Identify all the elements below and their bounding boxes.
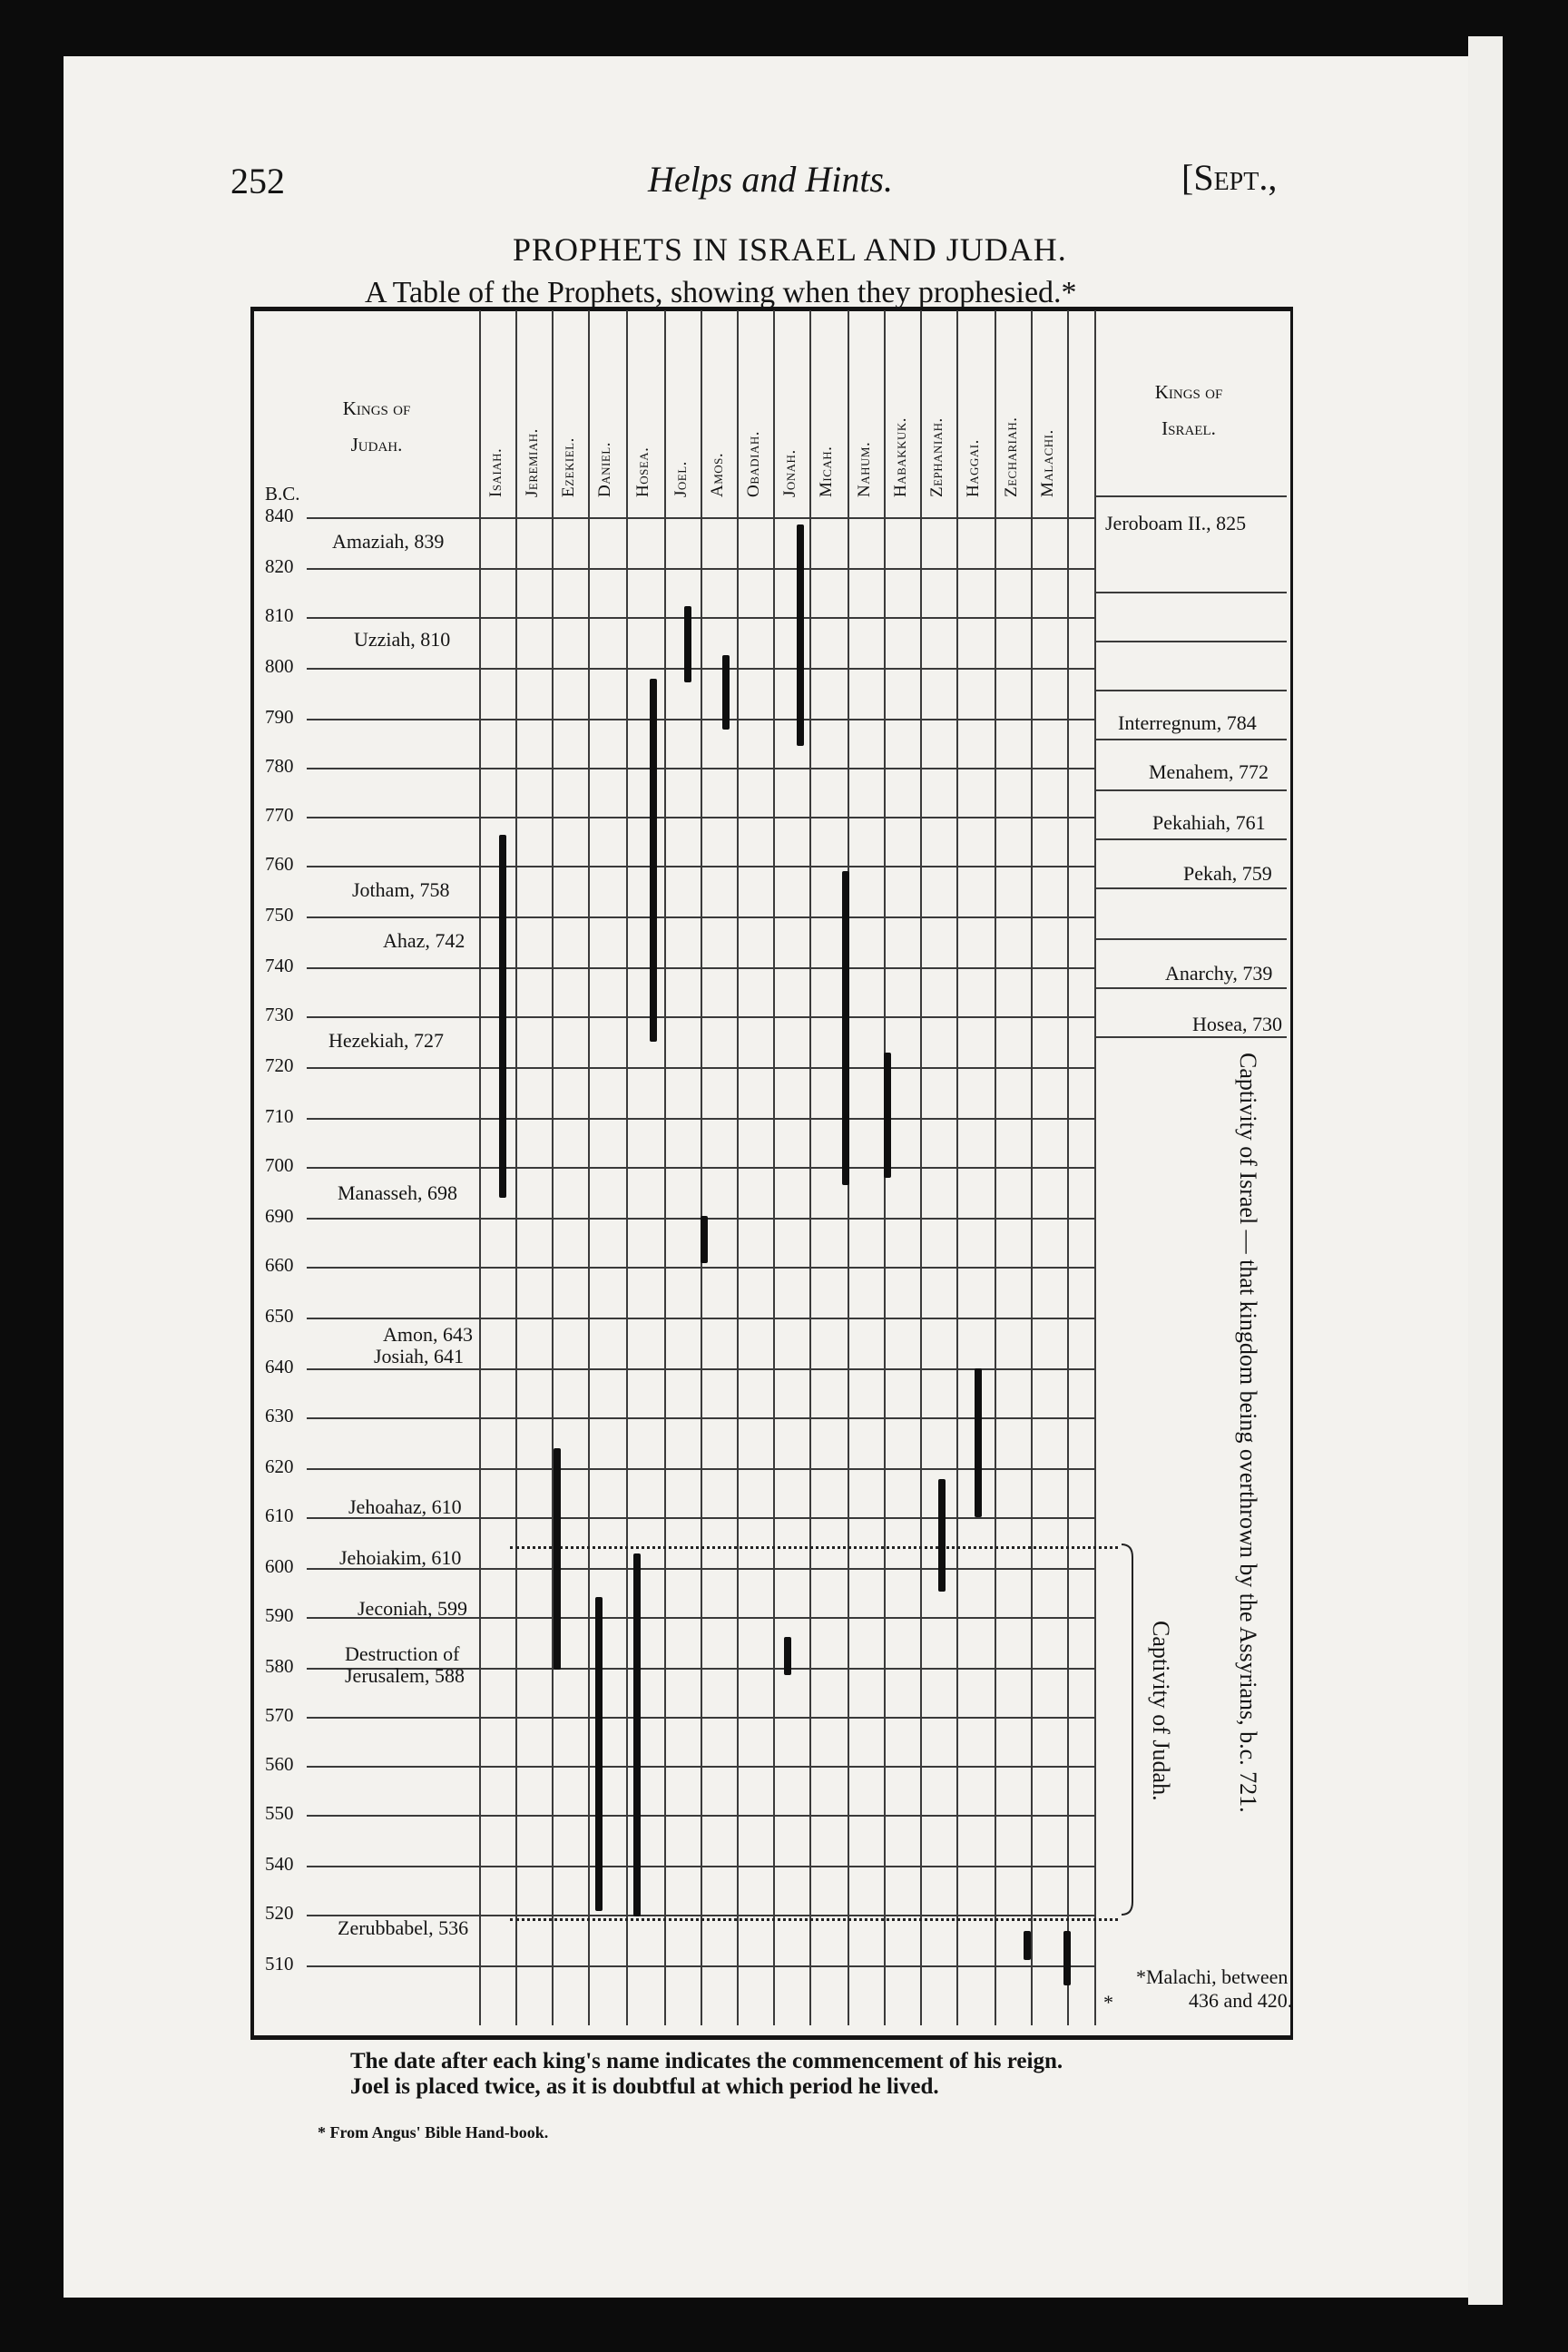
israel-interregnum: Interregnum, 784 (1118, 711, 1257, 734)
year-tick: 550 (265, 1802, 294, 1824)
destruction-line1: Destruction of (345, 1642, 460, 1665)
judah-king-jehoiakim: Jehoiakim, 610 (339, 1546, 462, 1569)
prophet-heading: Amos. (708, 452, 727, 497)
facing-page-edge (1468, 36, 1503, 2305)
israel-king-menahem: Menahem, 772 (1149, 760, 1269, 783)
year-rule (307, 1815, 1094, 1817)
year-tick: 540 (265, 1853, 294, 1875)
year-tick: 640 (265, 1356, 294, 1377)
note-line2: Joel is placed twice, as it is doubtful at which period he lived. (350, 2074, 939, 2099)
year-tick: 520 (265, 1902, 294, 1924)
prophet-heading: Daniel. (595, 442, 614, 497)
year-tick: 760 (265, 853, 294, 875)
prophet-heading: Ezekiel. (559, 437, 578, 497)
running-title: Helps and Hints. (648, 159, 893, 200)
table-title: PROPHETS IN ISRAEL AND JUDAH. (513, 231, 1067, 268)
israel-rule (1096, 690, 1287, 691)
prophet-heading: Habakkuk. (891, 417, 910, 497)
prophet-heading: Obadiah. (744, 430, 763, 497)
israel-rule (1096, 641, 1287, 642)
malachi-note-line2: 436 and 420. (1189, 1989, 1293, 2012)
prophet-heading: Jonah. (780, 449, 799, 497)
israel-king-jeroboam: Jeroboam II., 825 (1105, 512, 1247, 534)
captivity-of-israel: Captivity of Israel — that kingdom being overthrown by the Assyrians, b.c. 721. (1235, 1053, 1261, 1813)
malachi-asterisk: * (1103, 1991, 1113, 2014)
prophet-heading: Malachi. (1038, 429, 1057, 497)
year-tick: 710 (265, 1105, 294, 1127)
year-tick: 700 (265, 1154, 294, 1176)
israel-rule (1096, 838, 1287, 840)
prophet-heading: Hosea. (633, 446, 652, 497)
year-tick: 780 (265, 755, 294, 777)
prophecy-bar (1063, 1931, 1071, 1985)
table-subtitle: A Table of the Prophets, showing when they prophesied.* (365, 276, 1077, 309)
prophecy-bar (842, 871, 849, 1185)
prophet-heading: Nahum. (855, 441, 874, 497)
year-tick: 820 (265, 555, 294, 577)
year-tick: 620 (265, 1455, 294, 1477)
year-tick: 570 (265, 1704, 294, 1726)
year-rule (307, 1167, 1094, 1169)
prophecy-bar (701, 1216, 708, 1263)
year-tick: 560 (265, 1753, 294, 1775)
israel-anarchy: Anarchy, 739 (1165, 962, 1273, 985)
year-tick: 660 (265, 1254, 294, 1276)
year-tick: 510 (265, 1953, 294, 1975)
judah-heading-line2: Judah. (350, 434, 403, 456)
year-tick: 800 (265, 655, 294, 677)
prophecy-bar (633, 1553, 641, 1916)
prophecy-bar (595, 1597, 603, 1911)
year-rule (307, 668, 1094, 670)
israel-rule (1096, 938, 1287, 940)
judah-king-zerubbabel: Zerubbabel, 536 (338, 1916, 469, 1939)
judah-king-ahaz: Ahaz, 742 (383, 929, 466, 952)
year-rule (307, 1118, 1094, 1120)
year-rule (307, 617, 1094, 619)
year-tick: 720 (265, 1054, 294, 1076)
prophet-heading: Haggai. (964, 439, 983, 497)
judah-king-jotham: Jotham, 758 (352, 878, 450, 901)
year-tick: 750 (265, 904, 294, 926)
israel-heading-line1: Kings of (1154, 381, 1223, 403)
israel-rule (1096, 789, 1287, 791)
year-rule (307, 1965, 1094, 1967)
israel-rule (1096, 1036, 1287, 1038)
judah-king-uzziah: Uzziah, 810 (354, 628, 451, 651)
prophecy-bar (499, 835, 506, 1198)
prophecy-bar (884, 1053, 891, 1178)
captivity-of-judah: Captivity of Judah. (1148, 1621, 1174, 1801)
year-rule (307, 916, 1094, 918)
year-tick: 630 (265, 1405, 294, 1426)
year-rule (307, 1016, 1094, 1018)
year-tick: 600 (265, 1555, 294, 1577)
prophet-heading: Jeremiah. (523, 428, 542, 497)
year-rule (307, 719, 1094, 720)
prophet-heading: Isaiah. (486, 447, 505, 497)
israel-rule (1096, 987, 1287, 989)
year-tick: 610 (265, 1504, 294, 1526)
year-rule (307, 1866, 1094, 1867)
israel-rule (1096, 887, 1287, 889)
judah-king-jehoahaz: Jehoahaz, 610 (348, 1495, 462, 1518)
prophecy-bar (938, 1479, 946, 1592)
israel-king-pekah: Pekah, 759 (1183, 862, 1272, 885)
prophecy-bar (975, 1368, 982, 1517)
israel-rule (1096, 739, 1287, 740)
prophecy-bar (797, 524, 804, 746)
footnote: * From Angus' Bible Hand-book. (318, 2123, 549, 2141)
prophecy-bar (684, 606, 691, 682)
year-rule (307, 568, 1094, 570)
israel-heading (1098, 374, 1279, 446)
year-tick: 580 (265, 1655, 294, 1677)
judah-king-amaziah: Amaziah, 839 (332, 530, 445, 553)
year-rule (307, 1267, 1094, 1269)
judah-king-josiah: Josiah, 641 (374, 1345, 464, 1367)
prophecy-bar (554, 1448, 561, 1670)
israel-rule (1096, 592, 1287, 593)
israel-rule (1096, 495, 1287, 497)
judah-king-hezekiah: Hezekiah, 727 (328, 1029, 445, 1052)
year-rule (307, 1067, 1094, 1069)
captivity-start-line (510, 1546, 1118, 1549)
year-tick: 650 (265, 1305, 294, 1327)
bc-label: B.C. (265, 483, 300, 505)
year-tick: 730 (265, 1004, 294, 1025)
destruction-line2: Jerusalem, 588 (345, 1664, 465, 1687)
israel-king-hosea: Hosea, 730 (1192, 1013, 1282, 1035)
year-rule (307, 1318, 1094, 1319)
prophet-heading: Joel. (671, 461, 691, 497)
year-tick: 840 (265, 505, 294, 526)
judah-king-manasseh: Manasseh, 698 (338, 1181, 457, 1204)
year-tick: 740 (265, 955, 294, 976)
judah-heading-line1: Kings of (342, 397, 411, 419)
year-tick: 690 (265, 1205, 294, 1227)
prophecy-bar (650, 679, 657, 1042)
malachi-note-line1: *Malachi, between (1136, 1965, 1289, 1988)
prophet-heading: Zephaniah. (927, 417, 946, 497)
prophecy-bar (722, 655, 730, 730)
prophet-heading: Zechariah. (1002, 416, 1021, 497)
prophet-heading: Micah. (817, 446, 836, 497)
year-rule (307, 967, 1094, 969)
judah-heading (272, 390, 481, 463)
year-tick: 590 (265, 1604, 294, 1626)
judah-king-amon: Amon, 643 (383, 1323, 473, 1346)
return-line (510, 1918, 1118, 1921)
israel-heading-line2: Israel. (1161, 417, 1216, 439)
year-tick: 770 (265, 804, 294, 826)
prophecy-bar (1024, 1931, 1031, 1960)
year-tick: 790 (265, 706, 294, 728)
prophecy-bar (784, 1637, 791, 1675)
year-rule (307, 1717, 1094, 1719)
page-number: 252 (230, 161, 285, 201)
judah-captivity-brace (1120, 1543, 1147, 1916)
column-rule (1094, 310, 1096, 2025)
year-rule (307, 768, 1094, 769)
year-rule (307, 517, 1094, 519)
judah-king-jeconiah: Jeconiah, 599 (358, 1597, 467, 1620)
year-rule (307, 866, 1094, 867)
israel-king-pekahiah: Pekahiah, 761 (1152, 811, 1266, 834)
year-rule (307, 1766, 1094, 1768)
section-label: [Sept., (1181, 157, 1278, 198)
year-tick: 810 (265, 604, 294, 626)
note-line1: The date after each king's name indicates the commencement of his reign. (350, 2049, 1063, 2073)
year-rule (307, 817, 1094, 818)
